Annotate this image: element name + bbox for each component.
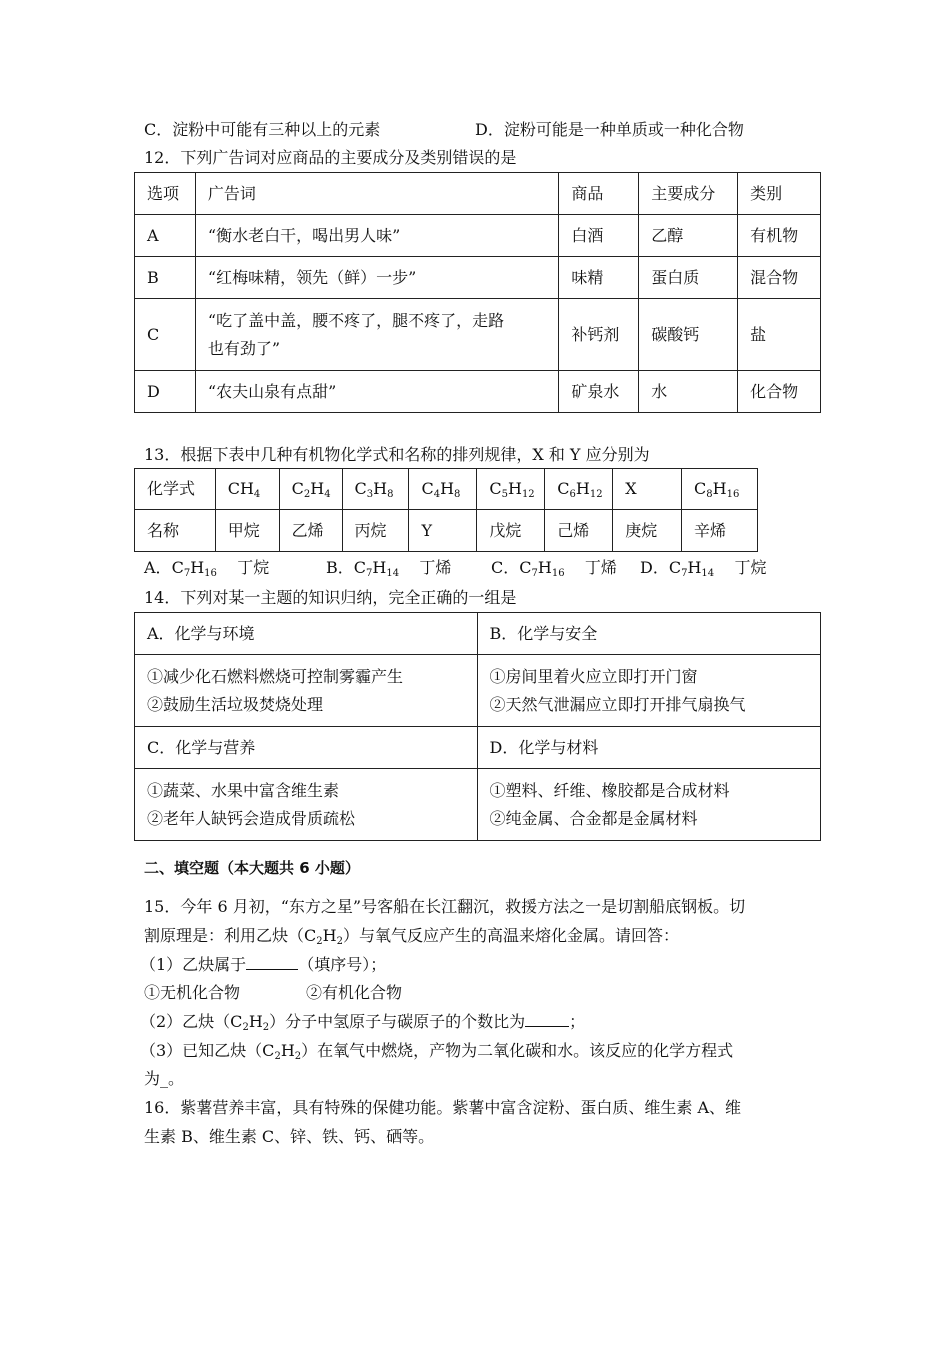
q15-line2: 割原理是：利用乙炔$(C_2H_2)$与氧气反应产生的高温来熔化金属。请回答： bbox=[144, 926, 679, 947]
cell-main: 蛋白质 bbox=[639, 257, 738, 299]
topic-title-row bbox=[135, 613, 821, 655]
cell-option: C bbox=[135, 299, 196, 371]
name-cell: 乙烯 bbox=[279, 510, 342, 552]
q13-option-d: D．$C_7H_{14}$ 丁烷 bbox=[640, 558, 767, 579]
table-row bbox=[135, 257, 821, 299]
formula-cell: $C_2H_4$ bbox=[279, 469, 342, 510]
formula-cell: X bbox=[613, 469, 682, 510]
section-heading: 二、填空题（本大题共 6 小题） bbox=[144, 859, 360, 877]
q13-option-c: C．$C_7H_{16}$ 丁烯 bbox=[491, 558, 617, 579]
topic-content-row bbox=[135, 655, 821, 727]
header-option: 选项 bbox=[135, 173, 196, 215]
topic-c-title: C．化学与营养 bbox=[135, 727, 478, 769]
cell-category: 有机物 bbox=[738, 215, 821, 257]
cell-option: B bbox=[135, 257, 196, 299]
answer-blank[interactable] bbox=[246, 955, 298, 970]
cell-product: 味精 bbox=[559, 257, 639, 299]
formula-cell: $CH_4$ bbox=[215, 469, 279, 510]
table-row bbox=[135, 215, 821, 257]
topic-d-content: ①塑料、纤维、橡胶都是合成材料 ②纯金属、合金都是金属材料 bbox=[477, 769, 821, 841]
formula-row bbox=[135, 469, 758, 510]
q15-line3: （1）乙炔属于 （填序号）； bbox=[140, 955, 387, 974]
topic-b-title: B．化学与安全 bbox=[477, 613, 821, 655]
cell-product: 矿泉水 bbox=[559, 371, 639, 413]
header-category: 类别 bbox=[738, 173, 821, 215]
name-label: 名称 bbox=[135, 510, 216, 552]
formula-cell: $C_6H_{12}$ bbox=[545, 469, 613, 510]
cell-category: 化合物 bbox=[738, 371, 821, 413]
name-cell: 辛烯 bbox=[682, 510, 758, 552]
table-header-row bbox=[135, 173, 821, 215]
q13-stem: 13．根据下表中几种有机物化学式和名称的排列规律，X 和 Y 应分别为 bbox=[144, 445, 650, 464]
q13-option-b: B．$C_7H_{14}$ 丁烯 bbox=[326, 558, 452, 579]
q15-line4: ①无机化合物 ②有机化合物 bbox=[144, 983, 403, 1002]
cell-option: D bbox=[135, 371, 196, 413]
cell-product: 补钙剂 bbox=[559, 299, 639, 371]
name-cell: 甲烷 bbox=[215, 510, 279, 552]
header-product: 商品 bbox=[559, 173, 639, 215]
name-cell: 戊烷 bbox=[477, 510, 545, 552]
cell-ad bbox=[195, 299, 558, 371]
topic-title-row bbox=[135, 727, 821, 769]
topic-b-content: ①房间里着火应立即打开门窗 ②天然气泄漏应立即打开排气扇换气 bbox=[477, 655, 821, 727]
answer-blank[interactable] bbox=[525, 1012, 569, 1027]
topic-content-row bbox=[135, 769, 821, 841]
formula-cell: $C_3H_8$ bbox=[342, 469, 409, 510]
q16-line1: 16．紫薯营养丰富，具有特殊的保健功能。紫薯中富含淀粉、蛋白质、维生素 A、维 bbox=[144, 1098, 742, 1117]
formula-label: 化学式 bbox=[135, 469, 216, 510]
q16-line2: 生素 B、维生素 C、锌、铁、钙、硒等。 bbox=[144, 1127, 435, 1146]
name-row bbox=[135, 510, 758, 552]
q15-line6: （3）已知乙炔$(C_2H_2)$在氧气中燃烧，产物为二氧化碳和水。该反应的化学方程式 bbox=[140, 1041, 734, 1062]
cell-main: 碳酸钙 bbox=[639, 299, 738, 371]
topic-d-title: D．化学与材料 bbox=[477, 727, 821, 769]
cell-main: 水 bbox=[639, 371, 738, 413]
q15-line1: 15．今年 6 月初，“东方之星”号客船在长江翻沉，救援方法之一是切割船底钢板。切 bbox=[144, 897, 746, 916]
cell-option: A bbox=[135, 215, 196, 257]
q12-table bbox=[134, 172, 821, 413]
cell-main: 乙醇 bbox=[639, 215, 738, 257]
q12-stem: 12．下列广告词对应商品的主要成分及类别错误的是 bbox=[144, 148, 517, 167]
formula-cell: $C_4H_8$ bbox=[409, 469, 477, 510]
header-ad: 广告词 bbox=[195, 173, 558, 215]
q13-option-a: A．$C_7H_{16}$ 丁烷 bbox=[144, 558, 270, 579]
formula-cell: $C_8H_{16}$ bbox=[682, 469, 758, 510]
topic-a-title: A．化学与环境 bbox=[135, 613, 478, 655]
q15-line7: 为_。 bbox=[144, 1069, 185, 1088]
name-cell: 丙烷 bbox=[342, 510, 409, 552]
cell-ad: “农夫山泉有点甜” bbox=[195, 371, 558, 413]
cell-category: 混合物 bbox=[738, 257, 821, 299]
name-cell: Y bbox=[409, 510, 477, 552]
cell-product: 白酒 bbox=[559, 215, 639, 257]
name-cell: 庚烷 bbox=[613, 510, 682, 552]
cell-ad-line1: “吃了盖中盖，腰不疼了，腿不疼了，走路 bbox=[207, 310, 505, 330]
cell-ad-line2: 也有劲了” bbox=[207, 338, 281, 358]
header-main: 主要成分 bbox=[639, 173, 738, 215]
cell-ad: “衡水老白干，喝出男人味” bbox=[195, 215, 558, 257]
cell-ad: “红梅味精，领先（鲜）一步” bbox=[195, 257, 558, 299]
topic-c-content: ①蔬菜、水果中富含维生素 ②老年人缺钙会造成骨质疏松 bbox=[135, 769, 478, 841]
table-row bbox=[135, 371, 821, 413]
q11-option-c: C．淀粉中可能有三种以上的元素 bbox=[144, 120, 381, 139]
name-cell: 己烯 bbox=[545, 510, 613, 552]
cell-category: 盐 bbox=[738, 299, 821, 371]
q13-table bbox=[134, 468, 758, 552]
q14-stem: 14．下列对某一主题的知识归纳，完全正确的一组是 bbox=[144, 588, 517, 607]
q11-option-d: D．淀粉可能是一种单质或一种化合物 bbox=[475, 120, 744, 139]
q14-table bbox=[134, 612, 821, 841]
topic-a-content: ①减少化石燃料燃烧可控制雾霾产生 ②鼓励生活垃圾焚烧处理 bbox=[135, 655, 478, 727]
q15-line5: （2）乙炔$(C_2H_2)$分子中氢原子与碳原子的个数比为 ； bbox=[140, 1012, 586, 1033]
table-row bbox=[135, 299, 821, 371]
formula-cell: $C_5H_{12}$ bbox=[477, 469, 545, 510]
